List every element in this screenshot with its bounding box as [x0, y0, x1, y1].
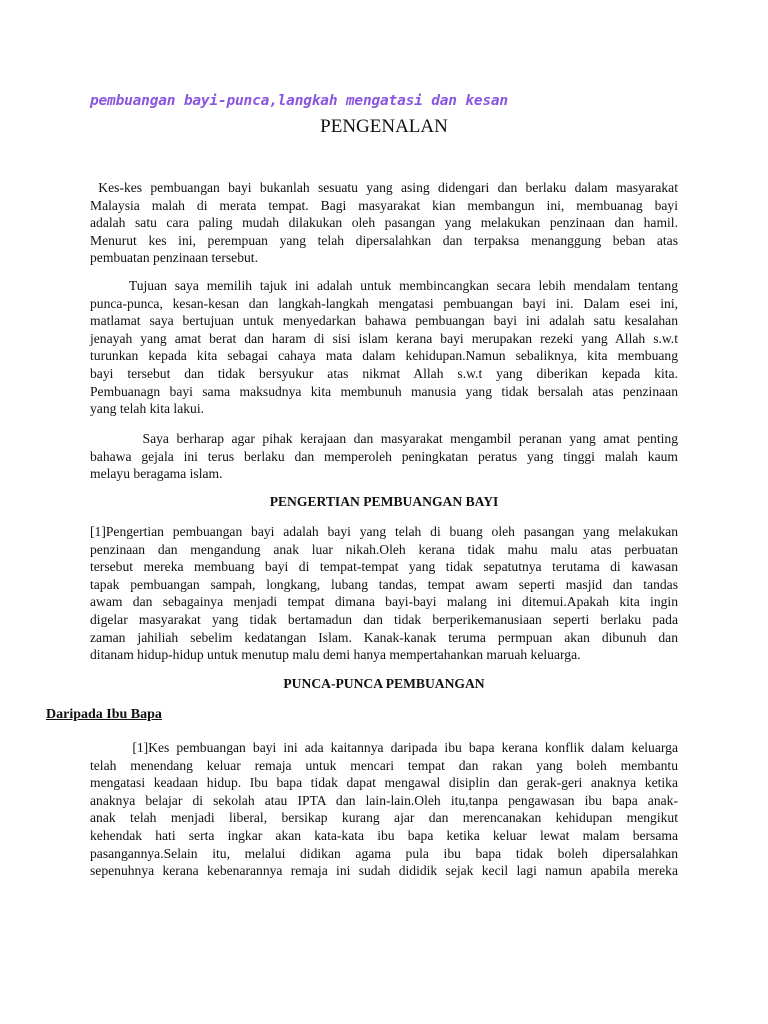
- text-line: Saya berharap agar pihak kerajaan dan masyarakat mengambil peranan yang amat penting: [90, 431, 678, 446]
- paragraph-pengertian: [90, 523, 678, 664]
- text-line: bahawa gejala ini terus berlaku dan memperoleh peningkatan peratus yang tinggi malah kaum: [90, 448, 678, 464]
- text-line: sepenuhnya kerana kebenarannya remaja ini sudah dididik sejak kecil lagi namun apabila mereka: [90, 863, 678, 879]
- text-line: Menurut kes ini, perempuan yang telah dipersalahkan dan terpaksa menanggung beban atas: [90, 232, 678, 248]
- paragraph-intro-2: [90, 277, 678, 418]
- text-line: tapak pembuangan sampah, longkang, lubang tandas, tempat awam seperti masjid dan tandas: [90, 576, 678, 592]
- text-line: mengatasi keadaan hidup. Ibu bapa tidak dapat mengawal disiplin dan gerak-geri anaknya ketika: [90, 775, 678, 791]
- text-line: Pembuanagn bayi sama maksudnya kita membunuh manusia yang tidak bersalah atas penzinaan: [90, 383, 678, 399]
- text-line: Tujuan saya memilih tajuk ini adalah untuk membincangkan secara lebih mendalam tentang: [90, 278, 678, 293]
- text-line: turunkan kepada kita sebagai cahaya mata dalam kehidupan.Namun sebaliknya, kita membuang: [90, 348, 678, 364]
- text-line: anak telah menjadi liberal, bersikap kurang ajar dan merencanakan kehidupan mengikut: [90, 810, 678, 826]
- text-line: awam dan sebagainya menjadi tempat dimana bayi-bayi malang ini ditemui.Apakah kita ingin: [90, 594, 678, 610]
- paragraph-intro-1: [90, 179, 678, 267]
- text-line: pasangannya.Selain itu, melalui didikan agama pula ibu bapa tidak boleh dipersalahkan: [90, 845, 678, 861]
- heading-punca: PUNCA-PUNCA PEMBUANGAN: [283, 676, 485, 691]
- text-line: yang telah kita lakui.: [90, 401, 205, 417]
- text-line: anaknya belajar di sekolah atau IPTA dan lain-lain.Oleh itu,tanpa pengawasan ibu bapa anak-: [90, 792, 678, 808]
- text-line: zaman jahiliah sebelim kedatangan Islam. Kanak-kanak teruma permpuan akan dibunuh dan: [90, 629, 678, 645]
- paragraph-intro-3: [90, 430, 678, 483]
- text-line: penzinaan dan mengandung anak luar nikah.Oleh kerana tidak mahu malu atas perbuatan: [90, 541, 678, 557]
- text-line: Malaysia malah di merata tempat. Bagi masyarakat kian membangun ini, membuanag bayi: [90, 197, 678, 213]
- heading-pengenalan: PENGENALAN: [320, 116, 448, 137]
- paragraph-punca: [90, 739, 678, 880]
- text-line: kehendak hati serta ingkar akan kata-kata ibu bapa ketika keluar lewat malam bersama: [90, 827, 678, 843]
- text-line: melayu beragama islam.: [90, 466, 223, 482]
- document-title: pembuangan bayi-punca,langkah mengatasi dan kesan: [90, 93, 508, 109]
- text-line: adalah satu cara paling mudah dilakukan oleh pasangan yang melakukan penzinaan dan hamil.: [90, 215, 678, 231]
- text-line: matlamat saya bertujuan untuk menyedarkan bahawa pembuangan bayi ini adalah satu kesalahan: [90, 313, 678, 329]
- text-line: ditanam hidup-hidup untuk menutup malu demi hanya mempertahankan maruah keluarga.: [90, 647, 581, 663]
- text-line: telah menendang keluar remaja untuk mencari tempat dan rakan yang boleh membantu: [90, 757, 678, 773]
- text-line: tersebut mereka membuang bayi di tempat-tempat yang tidak sepatutnya terutama di kawasan: [90, 559, 678, 575]
- text-line: bayi tersebut dan tidak bersyukur atas nikmat Allah s.w.t yang diberikan kepada kita.: [90, 365, 678, 381]
- text-line: Kes-kes pembuangan bayi bukanlah sesuatu yang asing didengari dan berlaku dalam masyarakat: [90, 180, 678, 195]
- text-line: pembuatan penzinaan tersebut.: [90, 250, 258, 266]
- text-line: [1]Kes pembuangan bayi ini ada kaitannya daripada ibu bapa kerana konflik dalam keluarga: [90, 740, 678, 755]
- text-line: jenayah yang amat berat dan haram di sisi islam kerana bayi merupakan rezeki yang Allah s.w.t: [90, 330, 678, 346]
- heading-pengertian: PENGERTIAN PEMBUANGAN BAYI: [269, 494, 499, 509]
- subheading-daripada-ibu-bapa: Daripada Ibu Bapa: [46, 707, 162, 722]
- text-line: digelar masyarakat yang tidak bertamadun dan tidak berperikemanusiaan seperti berlaku pada: [90, 611, 678, 627]
- text-line: punca-punca, kesan-kesan dan langkah-langkah mengatasi pembuangan bayi ini. Dalam esei ini,: [90, 295, 678, 311]
- text-line: [1]Pengertian pembuangan bayi adalah bayi yang telah di buang oleh pasangan yang melakukan: [90, 524, 678, 539]
